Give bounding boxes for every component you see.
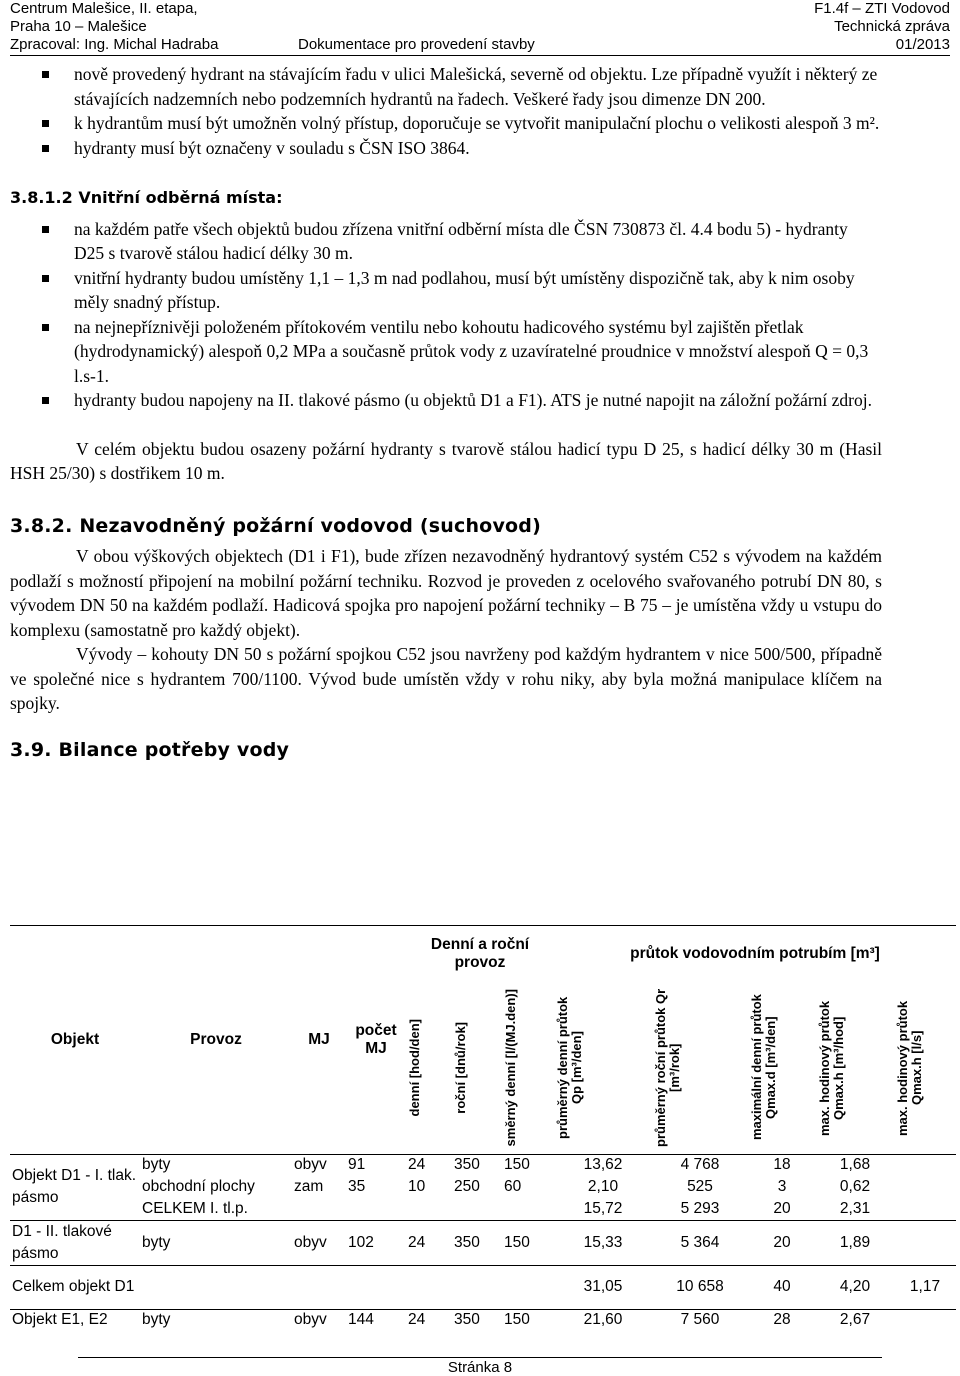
cell: 21,60 — [554, 1309, 652, 1331]
cell: zam — [294, 1178, 324, 1195]
cell: 250 — [454, 1178, 480, 1195]
cell: 24 — [406, 1220, 452, 1265]
header-project: Centrum Malešice, II. etapa, — [10, 0, 198, 17]
section-heading-3-9: 3.9. Bilance potřeby vody — [10, 738, 290, 761]
cell: 3 — [777, 1178, 787, 1195]
table-row — [10, 1220, 956, 1265]
cell: 5 364 — [652, 1220, 748, 1265]
header-denni: denní [hod/den] — [407, 1019, 422, 1117]
cell: 31,05 — [554, 1265, 652, 1309]
cell: 15,72 — [583, 1199, 623, 1217]
cell: 1,17 — [894, 1265, 956, 1309]
header-doc-type: Technická zpráva — [834, 18, 950, 35]
cell: 24 — [406, 1154, 452, 1176]
cell: 350 — [452, 1309, 502, 1331]
cell: 1,89 — [816, 1220, 894, 1265]
cell: 40 — [748, 1265, 816, 1309]
section-heading-3-8-2: 3.8.2. Nezavodněný požární vodovod (suchovod) — [10, 514, 541, 537]
water-balance-table-wrap — [10, 925, 956, 1331]
group-label-e1-e2: Objekt E1, E2 — [10, 1309, 140, 1331]
cell: 525 — [687, 1178, 713, 1195]
list-item: na každém patře všech objektů budou zřízena vnitřní odběrní místa dle ČSN 730873 čl. 4.4 bodu 5) - hydranty D25 s tvarově stálou hadicí délky 30 m. — [10, 217, 882, 266]
cell: 144 — [346, 1309, 406, 1331]
cell: 10 — [408, 1178, 426, 1195]
cell: 15,33 — [554, 1220, 652, 1265]
cell: 91 — [346, 1154, 406, 1176]
group-label-d1-2: D1 - II. tlakové pásmo — [10, 1220, 140, 1265]
cell: byty — [140, 1309, 292, 1331]
document-body — [10, 60, 882, 762]
cell: byty — [140, 1154, 292, 1176]
cell: 102 — [346, 1220, 406, 1265]
header-qmax-h: max. hodinový průtok Qmax.h [m³/hod] — [817, 1000, 846, 1136]
cell: 150 — [502, 1309, 554, 1331]
header-smerny: směrný denní [l/(MJ.den)] — [503, 989, 518, 1147]
header-qmax-hs: max. hodinový průtok Qmax.h [l/s] — [895, 1000, 924, 1136]
header-qp: průměrný denní průtok Qp [m³/den] — [555, 996, 584, 1139]
group-label-celkem-d1: Celkem objekt D1 — [10, 1265, 140, 1309]
cell: obyv — [292, 1154, 346, 1176]
cell: 24 — [406, 1309, 452, 1331]
table-header-top-row — [10, 926, 956, 982]
header-mj: MJ — [308, 1030, 330, 1048]
list-item: k hydrantům musí být umožněn volný přístup, doporučuje se vytvořit manipulační plochu o velikosti alespoň 3 m². — [10, 111, 882, 136]
cell: 1,68 — [816, 1154, 894, 1176]
header-qr: průměrný roční průtok Qr [m³/rok] — [653, 988, 682, 1147]
header-document-code: F1.4f – ZTI Vodovod — [814, 0, 950, 17]
header-objekt: Objekt — [50, 1030, 100, 1048]
group-label-d1-1: Objekt D1 - I. tlak. pásmo — [10, 1154, 140, 1220]
bullet-list-inner-points — [10, 217, 882, 413]
cell: 350 — [452, 1154, 502, 1176]
header-divider — [10, 55, 950, 56]
table-row — [10, 1176, 956, 1198]
table-row-subtotal — [10, 1198, 956, 1220]
cell: 0,62 — [839, 1178, 871, 1195]
paragraph-hydrants: V celém objektu budou osazeny požární hydranty s tvarově stálou hadicí typu D 25, s hadicí délky 30 m (Hasil HSH 25/30) s dostřikem 10 m. — [10, 438, 882, 483]
cell: 20 — [748, 1220, 816, 1265]
cell: byty — [140, 1220, 292, 1265]
header-rocni: roční [dnů/rok] — [453, 1021, 468, 1114]
cell: 350 — [452, 1220, 502, 1265]
table-row — [10, 1309, 956, 1331]
header-qmax-d: maximální denní průtok Qmax.d [m³/den] — [749, 994, 778, 1141]
cell: obyv — [292, 1309, 346, 1331]
cell: obyv — [292, 1220, 346, 1265]
list-item: vnitřní hydranty budou umístěny 1,1 – 1,3 m nad podlahou, musí být umístěny dispozičně tak, aby k nim osoby měly snadný přístup. — [10, 266, 882, 315]
cell: 2,10 — [587, 1178, 619, 1195]
cell: obchodní plochy — [142, 1178, 255, 1195]
cell: 18 — [748, 1154, 816, 1176]
list-item: hydranty musí být označeny v souladu s ČSN ISO 3864. — [10, 136, 882, 161]
cell: 150 — [502, 1220, 554, 1265]
header-prutok: průtok vodovodním potrubím [m³] — [630, 945, 880, 962]
header-author: Zpracoval: Ing. Michal Hadraba — [10, 36, 219, 53]
section-heading-3-8-1-2: 3.8.1.2 Vnitřní odběrná místa: — [10, 188, 283, 207]
cell: 2,67 — [816, 1309, 894, 1331]
cell: 2,31 — [839, 1199, 871, 1217]
table-row-total — [10, 1265, 956, 1309]
header-pocet-mj: počet MJ — [355, 1021, 397, 1057]
paragraph-dry-riser-2: Vývody – kohouty DN 50 s požární spojkou C52 jsou navrženy pod každým hydrantem v nice 500/500, případně ve společné nice s hydrantem 700/1100. Vývod bude umístěn vždy v rohu niky, aby byla možná manipulace klíčem na spojky. — [10, 644, 882, 713]
list-item: nově provedený hydrant na stávajícím řadu v ulici Malešická, severně od objektu. Lze případně využít i některý ze stávajících nadzemních nebo podzemních hydrantů na řadech. Veškeré řady jsou dimenze DN 200. — [10, 62, 882, 111]
page-header — [10, 0, 950, 54]
footer-divider — [78, 1357, 882, 1358]
cell: 4 768 — [652, 1154, 748, 1176]
cell: 20 — [773, 1199, 791, 1217]
cell: 150 — [502, 1154, 554, 1176]
paragraph-dry-riser-1: V obou výškových objektech (D1 i F1), bude zřízen nezavodněný hydrantový systém C52 s vývodem na každém podlaží s možností připojení na mobilní požární techniku. Rozvod je proveden z ocelového svařovaného potrubí DN 80, s vývodem DN 50 na každém podlaží. Hadicová spojka pro napojení požární techniky – B 75 – je umístěna vždy u vstupu do komplexu (samostatně pro každý objekt). — [10, 546, 882, 640]
cell: 60 — [504, 1178, 522, 1195]
table-row — [10, 1154, 956, 1176]
water-balance-table — [10, 925, 956, 1331]
header-provoz: Provoz — [190, 1030, 242, 1048]
cell-total-label: CELKEM I. tl.p. — [142, 1199, 248, 1217]
header-stage: Dokumentace pro provedení stavby — [298, 36, 535, 53]
cell: 5 293 — [680, 1199, 720, 1217]
cell: 7 560 — [652, 1309, 748, 1331]
cell: 28 — [748, 1309, 816, 1331]
cell: 13,62 — [554, 1154, 652, 1176]
cell: 10 658 — [652, 1265, 748, 1309]
cell: 35 — [348, 1178, 366, 1195]
list-item: hydranty budou napojeny na II. tlakové pásmo (u objektů D1 a F1). ATS je nutné napojit na záložní požární zdroj. — [10, 388, 882, 413]
bullet-list-hydrants — [10, 62, 882, 160]
page-number: Stránka 8 — [447, 1359, 513, 1376]
cell: 4,20 — [816, 1265, 894, 1309]
list-item: na nejnepříznivěji položeném přítokovém ventilu nebo kohoutu hadicového systému byl zajištěn přetlak (hydrodynamický) alespoň 0,2 MPa a současně průtok vody z uzavíratelné proudnice v množství alespoň Q = 0,3 l.s-1. — [10, 315, 882, 389]
header-date: 01/2013 — [895, 36, 950, 53]
header-location: Praha 10 – Malešice — [10, 18, 147, 35]
header-denni-rocni-provoz: Denní a roční provoz — [430, 936, 530, 971]
